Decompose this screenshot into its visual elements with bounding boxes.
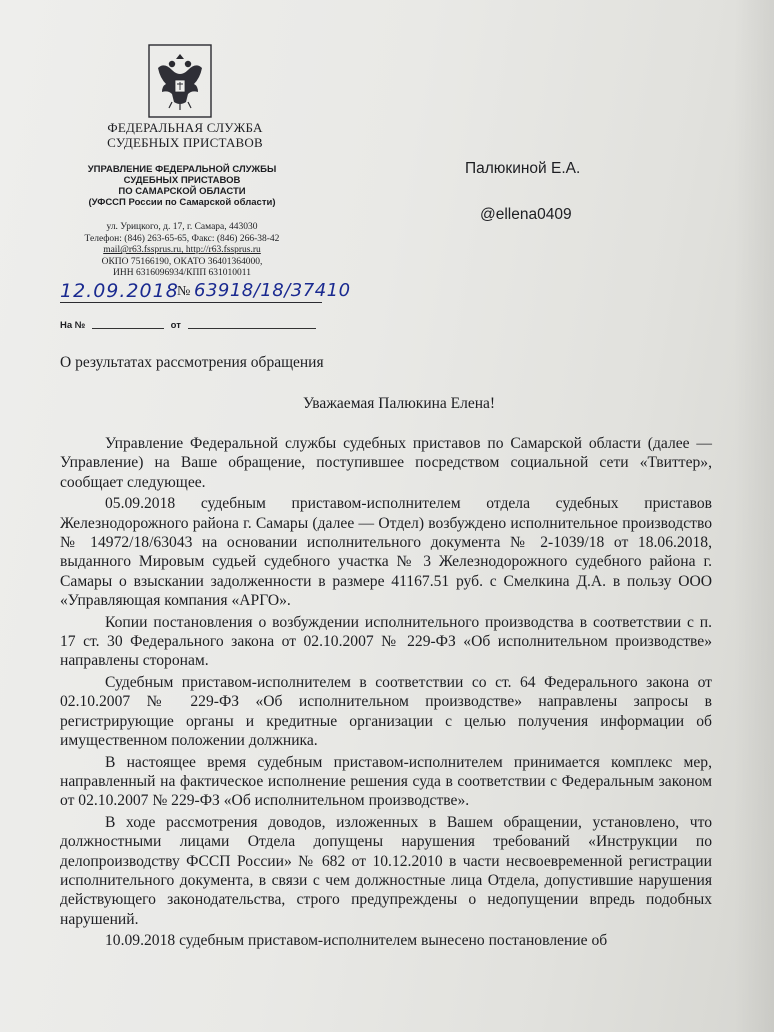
address: ул. Урицкого, д. 17, г. Самара, 443030 <box>106 222 258 232</box>
registration-underline <box>60 302 322 303</box>
reference-from: от <box>170 320 181 331</box>
agency-line-2: СУДЕБНЫХ ПРИСТАВОВ <box>107 135 263 150</box>
department-line-2: СУДЕБНЫХ ПРИСТАВОВ <box>123 175 241 186</box>
reference-prefix: На № <box>60 320 86 331</box>
paragraph-3: Копии постановления о возбуждении исполнительного производства в соответствии с п. 17 ст. 30 Федерального закона от 02.10.2007 № 229-ФЗ «Об исполнительном производстве» направлены сторонам. <box>60 613 712 670</box>
department-line-4: (УФССП России по Самарской области) <box>88 197 276 208</box>
registration-date: 12.09.2018 <box>60 280 179 302</box>
letter-subject: О результатах рассмотрения обращения <box>60 354 324 371</box>
registration-number: 63918/18/37410 <box>194 280 351 301</box>
phone-fax: Телефон: (846) 263-65-65, Факс: (846) 266-38-42 <box>84 233 280 244</box>
department-name <box>60 164 304 208</box>
paragraph-6: В ходе рассмотрения доводов, изложенных в Вашем обращении, установлено, что должностными лицами Отдела допущены нарушения требований «Инструкции по делопроизводству ФССП России» № 682 от 10.12.2010 в части несвоевременной регистрации исполнительного документа, в связи с чем должностные лица Отдела, допустившие нарушения действующего законодательства, строго предупреждены о недопущении впредь подобных нарушений. <box>60 813 712 928</box>
reference-number-blank <box>92 328 164 329</box>
inn-kpp: ИНН 6316096934/КПП 631010011 <box>113 268 251 279</box>
agency-line-1: ФЕДЕРАЛЬНАЯ СЛУЖБА <box>107 120 263 135</box>
paragraph-5: В настоящее время судебным приставом-исполнителем принимается комплекс мер, направленный на фактическое исполнение решения суда в соответствии с Федеральным законом от 02.10.2007 № 229-ФЗ «Об исполнительном производстве». <box>60 753 712 810</box>
department-line-3: ПО САМАРСКОЙ ОБЛАСТИ <box>118 186 246 197</box>
agency-name <box>90 120 280 150</box>
number-sign: № <box>177 284 191 299</box>
okpo-okato: ОКПО 75166190, ОКАТО 36401364000, <box>101 256 263 267</box>
page-edge-shadow <box>734 0 774 1032</box>
paragraph-7: 10.09.2018 судебным приставом-исполнителем вынесено постановление об <box>105 932 608 950</box>
email-web-links[interactable]: mail@r63.fssprus.ru, http://r63.fssprus.ru <box>103 245 261 256</box>
department-line-1: УПРАВЛЕНИЕ ФЕДЕРАЛЬНОЙ СЛУЖБЫ <box>87 164 277 175</box>
registration-line <box>60 280 350 308</box>
coat-of-arms-icon <box>148 44 212 118</box>
letter-greeting: Уважаемая Палюкина Елена! <box>303 395 496 412</box>
paragraph-2: 05.09.2018 судебным приставом-исполнителем отдела судебных приставов Железнодорожного района г. Самары (далее — Отдел) возбуждено исполнительное производство № 14972/18/63043 на основании исполнительного документа № 2-1039/18 от 18.06.2018, выданного Мировым судьей судебного участка № 3 Железнодорожного судебного района г. Самары о взыскании задолженности в размере 41167.51 руб. с Смелкина Д.А. в пользу ООО «Управляющая компания «АРГО». <box>60 495 712 610</box>
reference-line <box>60 320 320 331</box>
contact-block <box>60 222 304 280</box>
letter-body <box>60 434 712 953</box>
reference-date-blank <box>188 328 316 329</box>
paragraph-1: Управление Федеральной службы судебных приставов по Самарской области (далее — Управление) на Ваше обращение, поступившее посредством социальной сети «Твиттер», сообщает следующее. <box>60 435 712 491</box>
paragraph-4: Судебным приставом-исполнителем в соответствии со ст. 64 Федерального закона от 02.10.2007 № 229-ФЗ «Об исполнительном производстве» направлены запросы в регистрирующие органы и кредитные организации с целью получения информации об имущественном положении должника. <box>60 673 712 750</box>
recipient-handle: @ellena0409 <box>480 206 572 223</box>
recipient-name: Палюкиной Е.А. <box>465 160 581 177</box>
